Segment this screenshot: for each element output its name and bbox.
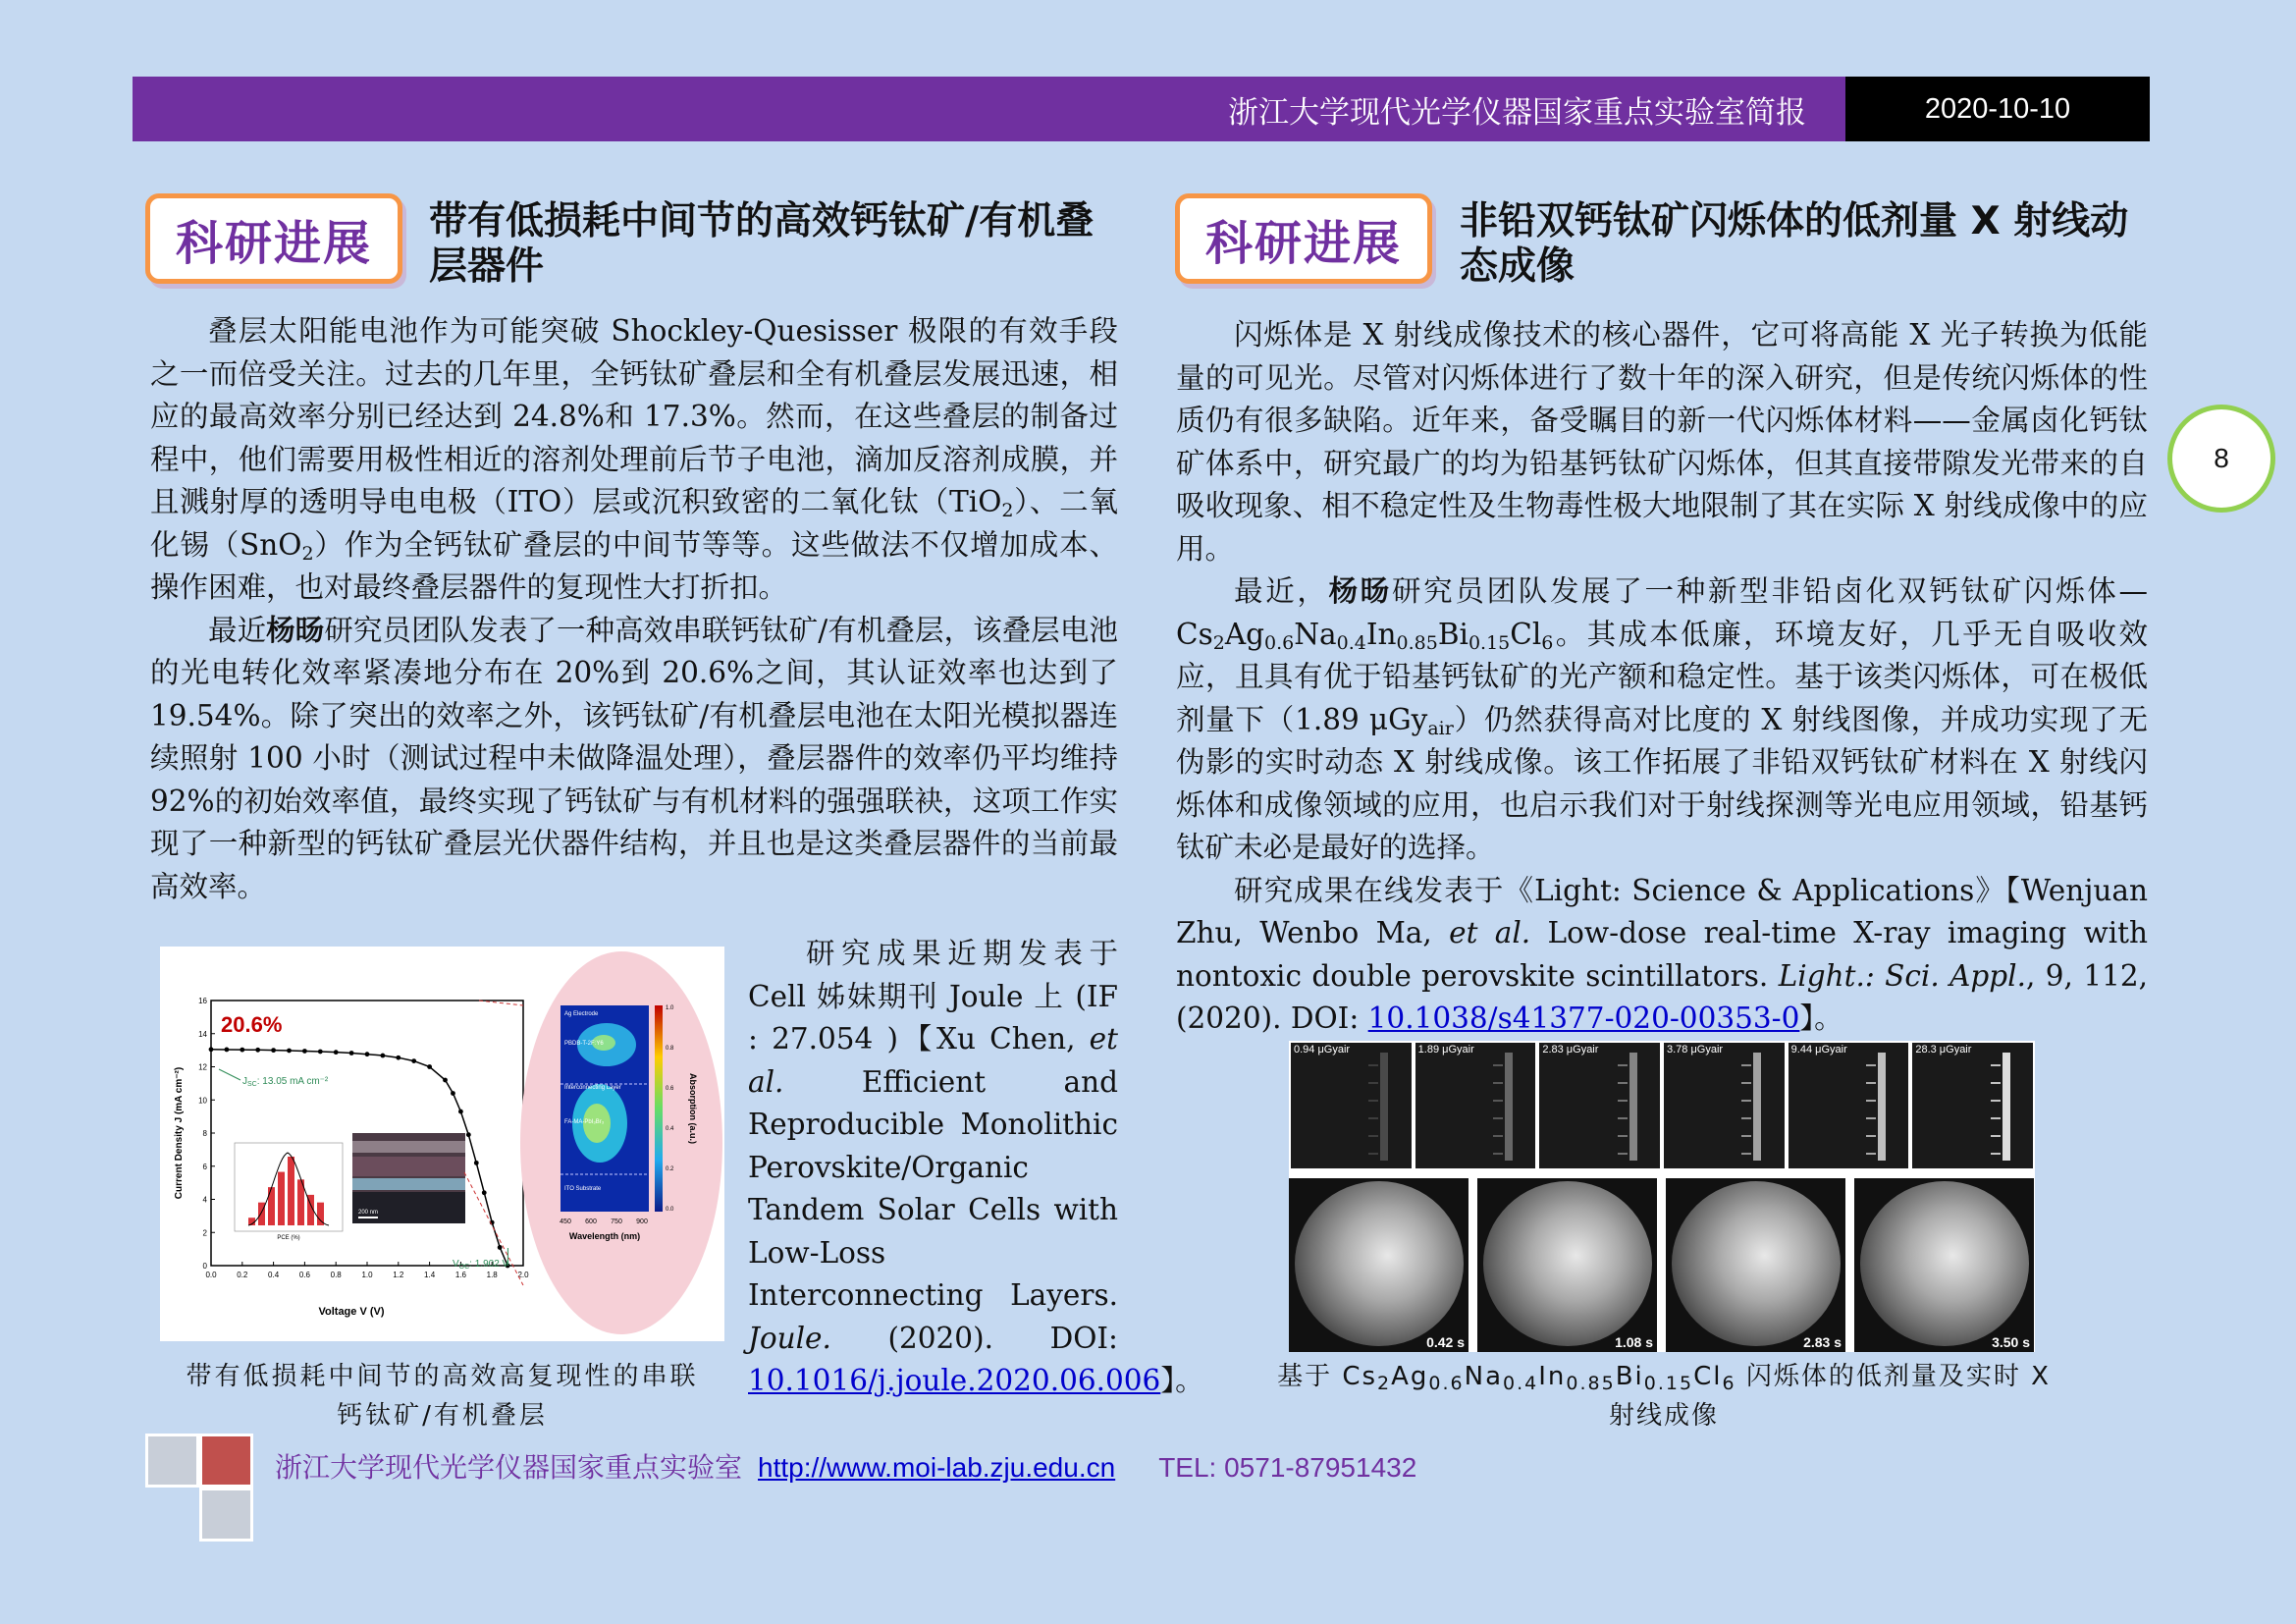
phantom-tick: [1991, 1100, 2001, 1102]
colorbar-tick: 1.0: [666, 1005, 674, 1011]
header-date-bar: [1845, 77, 2150, 141]
jv-point: [458, 1110, 463, 1114]
jv-point: [381, 1054, 386, 1058]
right-article-body: [1176, 314, 2148, 1041]
header-title-bar: [133, 77, 1845, 141]
colorbar-tick: 0.0: [666, 1207, 674, 1213]
phantom-tick: [1741, 1064, 1751, 1066]
phantom-line: [1629, 1053, 1637, 1161]
xray-image: [1860, 1181, 2029, 1346]
colorbar: [655, 1005, 663, 1212]
frame-time-label: 1.08 s: [1615, 1334, 1653, 1350]
scale-bar-label: 200 nm: [358, 1210, 379, 1216]
wavelength-tick: 900: [636, 1218, 648, 1225]
y-tick-label: 12: [198, 1062, 207, 1072]
frame-time-label: 3.50 s: [1992, 1334, 2030, 1350]
phantom-tick: [1618, 1153, 1628, 1155]
x-tick-label: 0.4: [268, 1271, 280, 1279]
x-tick-label: 0.2: [237, 1271, 248, 1279]
realtime-frame: [1477, 1178, 1657, 1352]
footer-square-grey: [199, 1488, 253, 1542]
left-paragraph-3: 研究成果近期发表于 Cell 姊妹期刊 Joule 上 (IF : 27.054 )【Xu Chen, et al. Efficient and Reproducible Monolithic Perovskite/Organic Tandem Solar Cells with Low-Loss Interconnecting Layers. Joule. (2020). DOI: 10.1016/j.joule.2020.06.006】。: [748, 937, 1204, 1397]
phantom-tick: [1741, 1153, 1751, 1155]
phantom-tick: [1493, 1064, 1503, 1066]
frame-time-label: 2.83 s: [1803, 1334, 1842, 1350]
caption-line-1: 带有低损耗中间节的高效高复现性的串联: [186, 1362, 699, 1391]
phantom-tick: [1493, 1100, 1503, 1102]
x-tick-label: 1.4: [424, 1271, 436, 1279]
dose-image: [1662, 1041, 1787, 1170]
dose-image: [1537, 1041, 1662, 1170]
y-tick-label: 4: [202, 1195, 207, 1205]
phantom-tick: [1618, 1135, 1628, 1137]
voc-annotation: $V_{OC}$: 1.902 V: [453, 1259, 509, 1271]
x-tick-label: 1.0: [361, 1271, 373, 1279]
left-doi-link[interactable]: 10.1016/j.joule.2020.06.006: [748, 1364, 1161, 1397]
y-tick-label: 16: [198, 997, 207, 1005]
figure-xray-imaging: [1289, 1041, 2035, 1352]
header-date: 2020-10-10: [1924, 92, 2071, 125]
y-axis-label: Current Density J (mA cm⁻²): [174, 1066, 185, 1200]
x-tick-label: 0.8: [330, 1271, 342, 1279]
footer-url-link[interactable]: http://www.moi-lab.zju.edu.cn: [758, 1452, 1116, 1483]
dose-image: [1910, 1041, 2035, 1170]
phantom-tick: [1991, 1135, 2001, 1137]
header-title: 浙江大学现代光学仪器国家重点实验室简报: [1228, 94, 1806, 131]
footer-square-grey: [145, 1434, 199, 1488]
x-tick-label: 2.0: [517, 1271, 529, 1279]
layer-label: ITO Substrate: [564, 1186, 602, 1192]
phantom-line: [1505, 1053, 1513, 1161]
realtime-frame: [1854, 1178, 2034, 1352]
pce-label: 20.6%: [221, 1012, 283, 1037]
y-tick-label: 8: [202, 1129, 207, 1138]
dose-image: [1289, 1041, 1414, 1170]
jv-point: [271, 1048, 276, 1053]
phantom-tick: [1866, 1082, 1876, 1084]
right-paragraph-2: 最近，杨旸研究员团队发展了一种新型非铅卤化双钙钛矿闪烁体$—Cs_2Ag_{0.6}Na_{0.4}In_{0.85}Bi_{0.15}Cl_6$。其成本低廉，环境友好，几乎无自吸收效应，且具有优于铅基钙钛矿的光产额和稳定性。基于该类闪烁体，可在极低剂量下（1.89 μGy$_{air}$）仍然获得高对比度的 X 射线图像，并成功实现了无伪影的实时动态 X 射线成像。该工作拓展了非铅双钙钛矿材料在 X 射线闪烁体和成像领域的应用，也启示我们对于射线探测等光电应用领域，铅基钙钛矿未必是最好的选择。: [1176, 574, 2148, 864]
jv-point: [225, 1048, 230, 1053]
phantom-tick: [1741, 1100, 1751, 1102]
phantom-tick: [1493, 1135, 1503, 1137]
jsc-annotation: $J_{SC}$: 13.05 mA cm⁻²: [242, 1076, 329, 1088]
figure-jv-curve: [160, 947, 724, 1341]
phantom-tick: [1741, 1082, 1751, 1084]
phantom-tick: [1493, 1117, 1503, 1119]
researcher-name: 杨旸: [266, 613, 325, 647]
wavelength-label: Wavelength (nm): [568, 1231, 641, 1241]
phantom-tick: [1493, 1082, 1503, 1084]
jv-point: [498, 1245, 503, 1250]
phantom-tick: [1866, 1153, 1876, 1155]
page-number: 8: [2167, 405, 2275, 513]
jv-point: [287, 1049, 292, 1054]
colorbar-tick: 0.8: [666, 1046, 674, 1052]
y-tick-label: 2: [202, 1228, 207, 1238]
phantom-line: [1753, 1053, 1761, 1161]
phantom-tick: [1618, 1117, 1628, 1119]
y-ticks: [198, 997, 215, 1271]
right-paragraph-3: 研究成果在线发表于《Light: Science & Applications》【Wenjuan Zhu, Wenbo Ma, et al. Low-dose real-time X-ray imaging with nontoxic double perovskite scintillators. Light.: Sci. Appl., 9, 112, (2020). DOI: 10.1038/s41377-020-00353-0】。: [1176, 873, 2149, 1035]
phantom-tick: [1866, 1100, 1876, 1102]
jv-point: [255, 1048, 260, 1053]
inset-xlabel: PCE (%): [277, 1235, 300, 1241]
colorbar-tick: 0.4: [666, 1126, 674, 1132]
x-tick-label: 1.6: [454, 1271, 466, 1279]
dose-image: [1787, 1041, 1911, 1170]
phantom-tick: [1741, 1135, 1751, 1137]
phantom-tick: [1368, 1117, 1378, 1119]
realtime-frame: [1289, 1178, 1468, 1352]
footer-lab-name: 浙江大学现代光学仪器国家重点实验室: [275, 1451, 743, 1484]
x-axis-label: Voltage V (V): [318, 1306, 385, 1318]
xray-image: [1483, 1181, 1652, 1346]
left-figure-caption: [160, 1357, 724, 1435]
left-citation: [748, 933, 1204, 1403]
y-tick-label: 14: [198, 1029, 207, 1039]
jv-point: [365, 1052, 370, 1056]
phantom-tick: [1866, 1064, 1876, 1066]
dose-image: [1414, 1041, 1538, 1170]
phantom-tick: [1741, 1117, 1751, 1119]
inset-bar: [288, 1157, 294, 1225]
x-tick-label: 1.8: [486, 1271, 498, 1279]
layer-label: Interconnecting Layer: [564, 1085, 621, 1091]
jv-point: [443, 1078, 448, 1083]
jv-point: [302, 1049, 307, 1054]
dose-label: 0.94 μGyair: [1294, 1044, 1351, 1056]
frame-time-label: 0.42 s: [1426, 1334, 1465, 1350]
phantom-tick: [1618, 1100, 1628, 1102]
left-paragraph-1: 叠层太阳能电池作为可能突破 Shockley-Quesisser 极限的有效手段之一而倍受关注。过去的几年里，全钙钛矿叠层和全有机叠层发展迅速，相应的最高效率分别已经达到 24.8%和 17.3%。然而，在这些叠层的制备过程中，他们需要用极性相近的溶剂处理前后节子电池，滴加反溶剂成膜，并且溅射厚的透明导电电极（ITO）层或沉积致密的二氧化钛（TiO$_2$）、二氧化锡（SnO$_2$）作为全钙钛矿叠层的中间节等等。这些做法不仅增加成本、操作困难，也对最终叠层器件的复现性大打折扣。: [150, 314, 1118, 604]
y-tick-label: 6: [202, 1162, 207, 1171]
right-doi-link[interactable]: 10.1038/s41377-020-00353-0: [1367, 1001, 1800, 1035]
scintillator-formula: $—Cs_2Ag_{0.6}Na_{0.4}In_{0.85}Bi_{0.15}Cl_6$: [1176, 574, 2148, 654]
jv-figure-svg: [160, 947, 724, 1341]
jv-point: [482, 1190, 487, 1195]
x-tick-label: 1.2: [393, 1271, 404, 1279]
right-paragraph-1: 闪烁体是 X 射线成像技术的核心器件，它可将高能 X 光子转换为低能量的可见光。尽管对闪烁体进行了数十年的深入研究，但是传统闪烁体的性质仍有很多缺陷。近年来，备受瞩目的新一代闪烁体材料——金属卤化钙钛矿体系中，研究最广的均为铅基钙钛矿闪烁体，但其直接带隙发光带来的自吸收现象、相不稳定性及生物毒性极大地限制了其在实际 X 射线成像中的应用。: [1176, 318, 2148, 566]
dose-label: 3.78 μGyair: [1667, 1044, 1724, 1056]
jv-point: [334, 1050, 339, 1055]
right-article-title: 非铅双钙钛矿闪烁体的低剂量 X 射线动态成像: [1460, 199, 2129, 289]
absorption-label: Absorption (a.u.): [688, 1073, 698, 1144]
x-tick-label: 0.6: [298, 1271, 310, 1279]
left-paragraph-2: 最近杨旸研究员团队发表了一种高效串联钙钛矿/有机叠层，该叠层电池的光电转化效率紧凑地分布在 20%到 20.6%之间，其认证效率也达到了 19.54%。除了突出的效率之外，该钙钛矿/有机叠层电池在太阳光模拟器连续照射 100 小时（测试过程中未做降温处理），叠层器件的效率仍平均维持 92%的初始效率值，最终实现了钙钛矿与有机材料的强强联袂，这项工作实现了一种新型的钙钛矿叠层光伏器件结构，并且也是这类叠层器件的当前最高效率。: [150, 613, 1118, 903]
phantom-tick: [1368, 1153, 1378, 1155]
phantom-tick: [1991, 1117, 2001, 1119]
x-tick-label: 0.0: [205, 1271, 217, 1279]
phantom-tick: [1493, 1153, 1503, 1155]
jv-point: [240, 1048, 244, 1053]
jsc-pointer: [219, 1069, 240, 1080]
layer-label: Ag Electrode: [564, 1011, 599, 1017]
footer-square-red: [199, 1434, 253, 1488]
xray-image: [1295, 1181, 1464, 1346]
colorbar-tick: 0.6: [666, 1086, 674, 1092]
y-tick-label: 0: [202, 1262, 207, 1271]
phantom-tick: [1991, 1153, 2001, 1155]
sem-layer: [352, 1192, 465, 1223]
wavelength-tick: 750: [611, 1218, 622, 1225]
jv-point: [451, 1091, 455, 1096]
inset-bar: [278, 1172, 285, 1225]
phantom-tick: [1991, 1082, 2001, 1084]
sem-layer: [352, 1178, 465, 1190]
realtime-frame: [1666, 1178, 1845, 1352]
caption-line-2: 钙钛矿/有机叠层: [337, 1401, 548, 1431]
dose-label: 2.83 μGyair: [1542, 1044, 1599, 1056]
footer: [275, 1446, 1416, 1486]
left-article-title: 带有低损耗中间节的高效钙钛矿/有机叠层器件: [429, 199, 1095, 289]
jv-point: [396, 1056, 400, 1060]
left-section-badge: 科研进展: [145, 193, 402, 284]
jv-point: [427, 1064, 432, 1069]
right-figure-caption: 基于 $Cs_2Ag_{0.6}Na_{0.4}In_{0.85}Bi_{0.15}Cl_6$ 闪烁体的低剂量及实时 X 射线成像: [1277, 1362, 2051, 1431]
phantom-line: [2002, 1053, 2010, 1161]
wavelength-tick: 600: [585, 1218, 597, 1225]
jv-point: [466, 1132, 471, 1137]
inset-bar: [317, 1203, 324, 1225]
phantom-line: [1380, 1053, 1388, 1161]
right-section-badge: 科研进展: [1175, 193, 1432, 284]
jv-point: [209, 1047, 214, 1052]
sem-layer: [352, 1141, 465, 1153]
phantom-tick: [1368, 1082, 1378, 1084]
jv-point: [474, 1161, 479, 1165]
phantom-tick: [1866, 1135, 1876, 1137]
jv-point: [318, 1050, 323, 1055]
y-tick-label: 10: [198, 1096, 207, 1106]
phantom-line: [1878, 1053, 1886, 1161]
phantom-tick: [1991, 1064, 2001, 1066]
researcher-name: 杨旸: [1328, 574, 1392, 608]
phantom-tick: [1368, 1100, 1378, 1102]
layer-label: FA-MA-PbI₃Br₃: [564, 1119, 605, 1125]
inset-bar: [268, 1187, 275, 1225]
phantom-tick: [1618, 1064, 1628, 1066]
layer-label: PBDB-T-2F:Y6: [564, 1041, 604, 1047]
wavelength-tick: 450: [560, 1218, 571, 1225]
jv-point: [411, 1058, 416, 1063]
dose-label: 9.44 μGyair: [1790, 1044, 1847, 1056]
jv-point: [349, 1051, 354, 1056]
sem-layer: [352, 1157, 465, 1176]
xray-image: [1672, 1181, 1841, 1346]
phantom-tick: [1866, 1117, 1876, 1119]
dose-label: 1.89 μGyair: [1417, 1044, 1474, 1056]
left-article-body: [150, 310, 1118, 908]
phantom-tick: [1618, 1082, 1628, 1084]
inset-bar: [258, 1203, 265, 1225]
phantom-tick: [1368, 1064, 1378, 1066]
colorbar-tick: 0.2: [666, 1166, 674, 1172]
dose-label: 28.3 μGyair: [1915, 1044, 1972, 1056]
footer-tel: TEL: 0571-87951432: [1158, 1452, 1417, 1483]
phantom-tick: [1368, 1135, 1378, 1137]
